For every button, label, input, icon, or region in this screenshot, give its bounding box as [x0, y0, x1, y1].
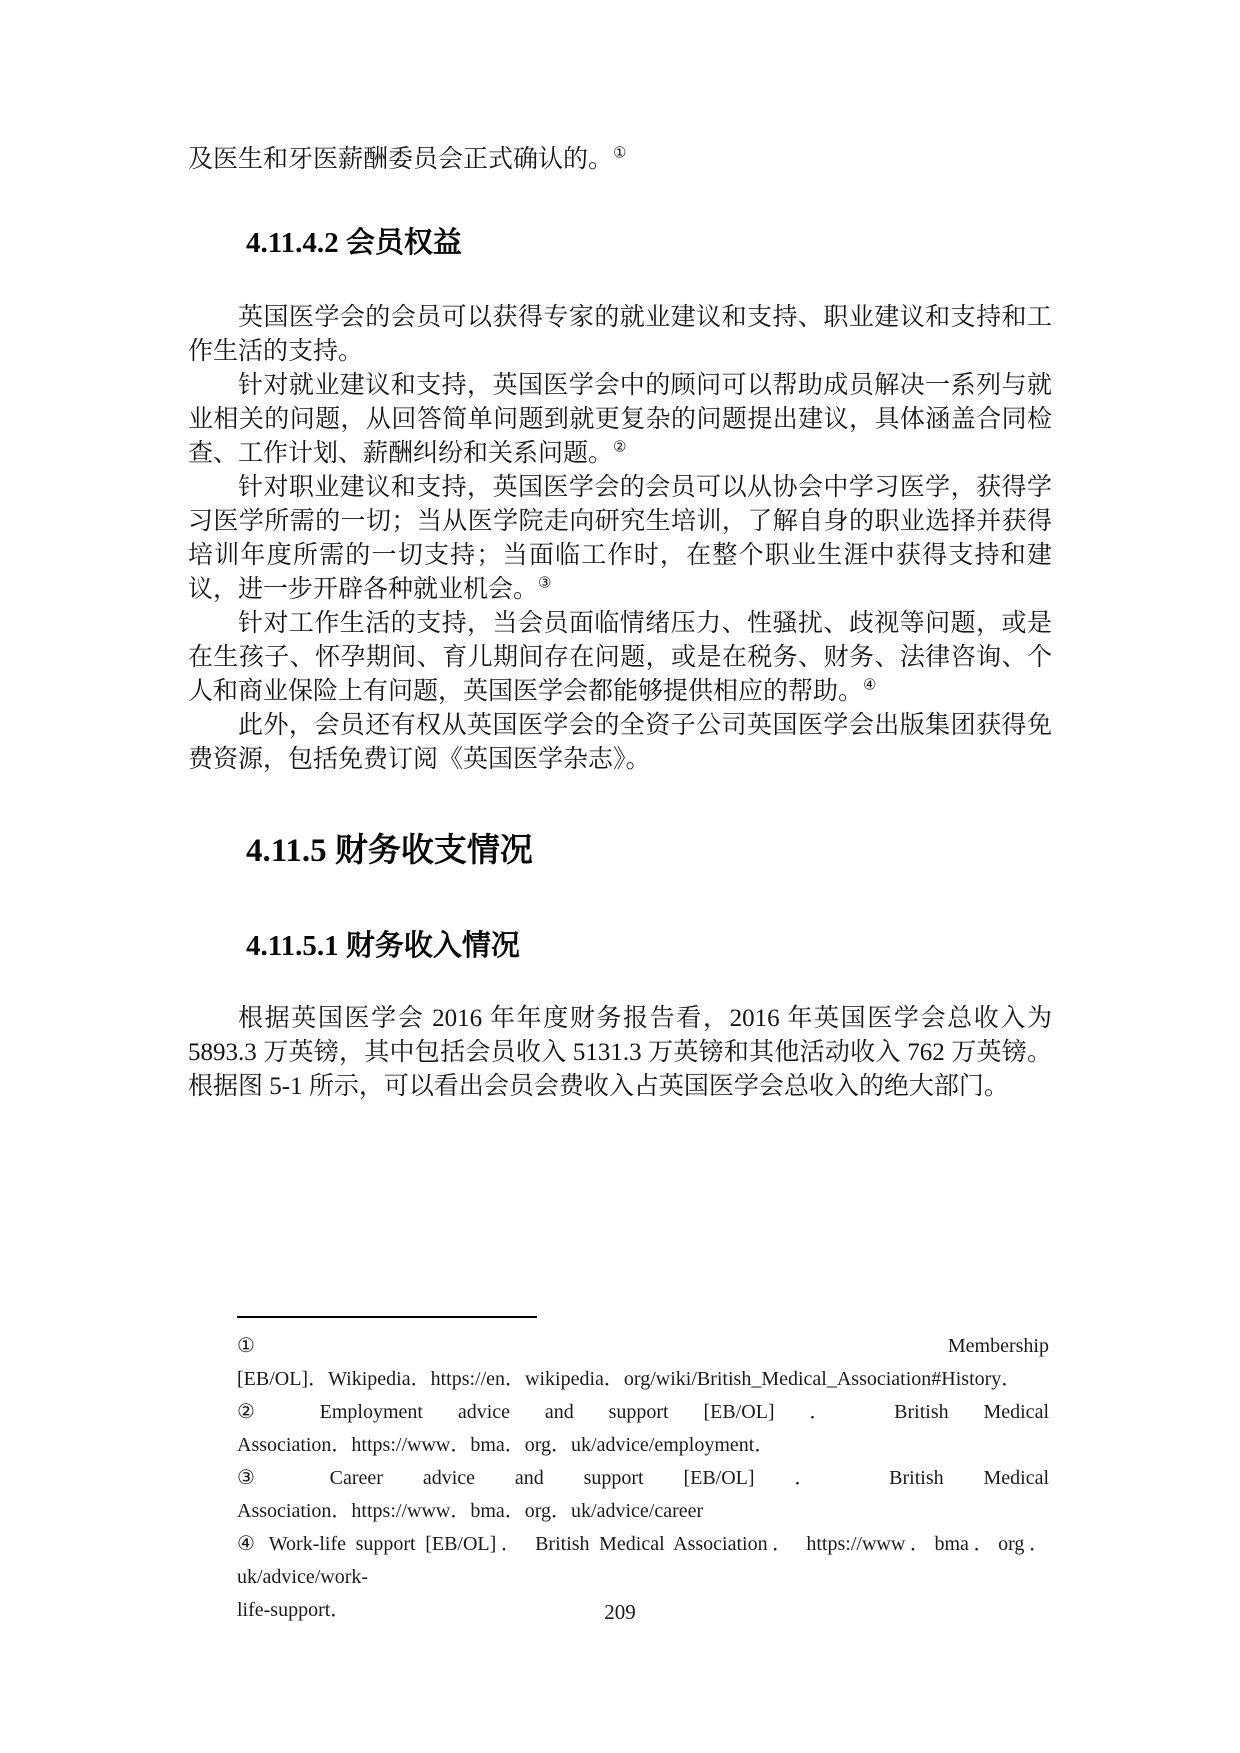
- body-paragraph: 此外，会员还有权从英国医学会的全资子公司英国医学会出版集团获得免费资源，包括免费订阅《英国医学杂志》。: [188, 712, 1052, 773]
- membership-paragraphs: [188, 301, 1052, 777]
- footnote-line: Association．https://www．bma．org．uk/advice/career: [237, 1500, 704, 1522]
- footnotes-section: [237, 1316, 1049, 1627]
- heading-4-11-4-2: 4.11.4.2 会员权益: [246, 227, 462, 259]
- body-paragraph: 根据英国医学会 2016 年年度财务报告看，2016 年英国医学会总收入为 5893.3 万英镑，其中包括会员收入 5131.3 万英镑和其他活动收入 762 万英镑。根据图 5-1 所示，可以看出会员会费收入占英国医学会总收入的绝大部门。: [188, 1005, 1052, 1100]
- footnote-ref: ①: [613, 145, 627, 162]
- footnote-line: ① Membership: [237, 1335, 1049, 1357]
- footnote: [237, 1462, 1049, 1528]
- footnote-ref: ④: [863, 677, 877, 694]
- footnote-line: life-support．: [237, 1599, 351, 1621]
- footnote: [237, 1396, 1049, 1462]
- heading-4-11-5: 4.11.5 财务收支情况: [246, 833, 533, 869]
- footnote-line: Association．https://www．bma．org．uk/advice/employment．: [237, 1434, 775, 1456]
- footnote-line: ③ Career advice and support [EB/OL] ． British Medical: [237, 1467, 1049, 1489]
- footnote-line: [EB/OL]．Wikipedia．https://en．wikipedia．org/wiki/British_Medical_Association#History．: [237, 1368, 1022, 1390]
- footnote-divider: [237, 1316, 537, 1318]
- page-number: 209: [604, 1600, 636, 1624]
- footnote-line: ④ Work-life support [EB/OL]． British Medical Association． https://www．bma．org．uk/advice/work-: [237, 1533, 1049, 1588]
- body-paragraph: 针对职业建议和支持，英国医学会的会员可以从协会中学习医学，获得学习医学所需的一切；当从医学院走向研究生培训，了解自身的职业选择并获得培训年度所需的一切支持；当面临工作时，在整个职业生涯中获得支持和建议，进一步开辟各种就业机会。③: [188, 474, 1052, 603]
- footnote: [237, 1330, 1049, 1396]
- footnote-line: ② Employment advice and support [EB/OL] ． British Medical: [237, 1401, 1049, 1423]
- body-paragraph: 针对工作生活的支持，当会员面临情绪压力、性骚扰、歧视等问题，或是在生孩子、怀孕期间、育儿期间存在问题，或是在税务、财务、法律咨询、个人和商业保险上有问题，英国医学会都能够提供相应的帮助。④: [188, 610, 1052, 705]
- footnote-ref: ③: [538, 575, 552, 592]
- body-paragraph: 英国医学会的会员可以获得专家的就业建议和支持、职业建议和支持和工作生活的支持。: [188, 304, 1052, 365]
- continuation-text: 及医生和牙医薪酬委员会正式确认的。: [188, 146, 614, 173]
- body-paragraph: 针对就业建议和支持，英国医学会中的顾问可以帮助成员解决一系列与就业相关的问题，从回答简单问题到就更复杂的问题提出建议，具体涵盖合同检查、工作计划、薪酬纠纷和关系问题。②: [188, 372, 1052, 467]
- heading-4-11-5-1: 4.11.5.1 财务收入情况: [246, 930, 520, 962]
- continuation-paragraph: [188, 141, 1052, 178]
- footnote-list: [237, 1330, 1049, 1627]
- footnote-ref: ②: [613, 439, 627, 456]
- finance-paragraphs: [188, 1002, 1052, 1104]
